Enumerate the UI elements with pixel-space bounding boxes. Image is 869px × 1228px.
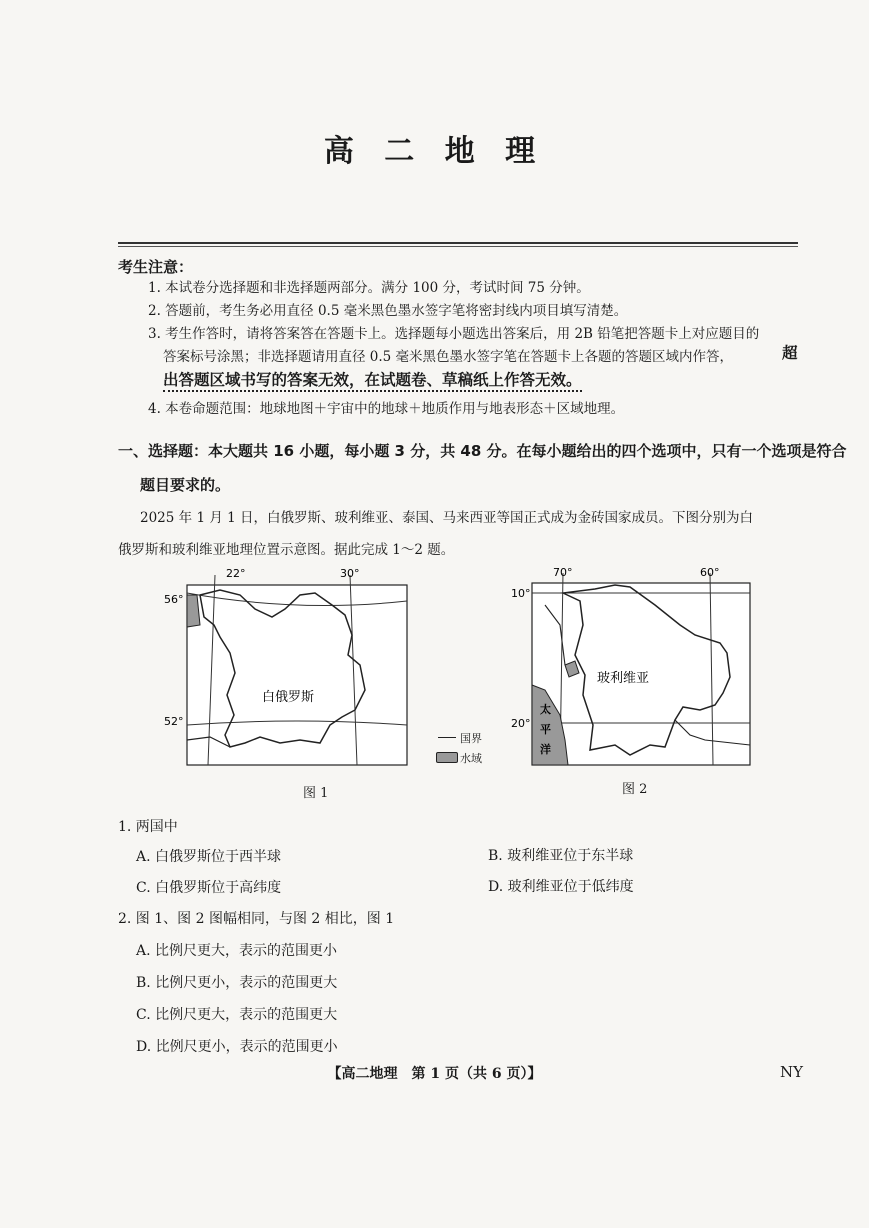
notice-heading: 考生注意： [118,258,194,276]
map1-lon-30: 30° [340,567,360,580]
page-footer: 【高二地理 第 1 页（共 6 页）】 [327,1066,542,1082]
question-1-option-d: D. 玻利维亚位于低纬度 [488,879,634,895]
map1-lat-56: 56° [164,593,184,606]
question-1-option-a: A. 白俄罗斯位于西半球 [136,849,282,865]
water-legend-icon [436,752,458,763]
map-legend [432,730,502,770]
notice-item-3-cont: 答案标号涂黑；非选择题请用直径 0.5 毫米黑色墨水签字笔在答题卡上各题的答题区域内作答， [163,349,734,365]
map2-lon-70: 70° [553,566,573,579]
notice-item-3: 3. 考生作答时，请将答案答在答题卡上。选择题每小题选出答案后，用 2B 铅笔把答题卡上对应题目的 [148,326,760,342]
map2-ocean-label-1: 太 [540,703,551,716]
map2-lat-10: 10° [511,587,531,600]
question-1-option-c: C. 白俄罗斯位于高纬度 [136,880,282,896]
legend-border-label: 国界 [460,732,482,745]
header-rule-thin [118,246,798,247]
intro-line-2: 俄罗斯和玻利维亚地理位置示意图。据此完成 1～2 题。 [118,542,455,558]
question-2-option-b: B. 比例尺更小，表示的范围更大 [136,975,338,991]
question-2-option-c: C. 比例尺更大，表示的范围更大 [136,1007,338,1023]
footer-code: NY [780,1063,804,1081]
notice-item-3-emph: 出答题区域书写的答案无效，在试题卷、草稿纸上作答无效。 [163,368,582,392]
notice-item-3-emph-start: 超 [782,344,798,362]
map-belarus [160,565,420,770]
section-heading-cont: 题目要求的。 [140,476,231,494]
map2-ocean-label-2: 平 [540,723,551,736]
question-1-stem: 1. 两国中 [118,819,178,835]
map1-lon-22: 22° [226,567,246,580]
notice-item-2: 2. 答题前，考生务必用直径 0.5 毫米黑色墨水签字笔将密封线内项目填写清楚。 [148,303,628,319]
notice-item-4: 4. 本卷命题范围：地球地图＋宇宙中的地球＋地质作用与地表形态＋区域地理。 [148,401,625,417]
map2-ocean-label-3: 洋 [540,743,551,756]
question-2-option-a: A. 比例尺更大，表示的范围更小 [136,943,338,959]
question-1-option-b: B. 玻利维亚位于东半球 [488,848,634,864]
map2-lon-60: 60° [700,566,720,579]
map2-lat-20: 20° [511,717,531,730]
intro-line-1: 2025 年 1 月 1 日，白俄罗斯、玻利维亚、泰国、马来西亚等国正式成为金砖国家成员。下图分别为白 [140,510,753,526]
figure2-caption: 图 2 [622,782,648,797]
header-rule [118,242,798,244]
question-2-stem: 2. 图 1、图 2 图幅相同，与图 2 相比，图 1 [118,911,395,927]
border-legend-icon [438,737,456,738]
section-heading: 一、选择题：本大题共 16 小题，每小题 3 分，共 48 分。在每小题给出的四个选项中，只有一个选项是符合 [118,442,847,460]
question-2-option-d: D. 比例尺更小，表示的范围更小 [136,1039,338,1055]
exam-title: 高 二 地 理 [323,134,546,169]
map1-lat-52: 52° [164,715,184,728]
map-bolivia [505,565,760,770]
map2-country-label: 玻利维亚 [597,671,650,686]
map1-country-label: 白俄罗斯 [262,690,315,705]
notice-item-1: 1. 本试卷分选择题和非选择题两部分。满分 100 分，考试时间 75 分钟。 [148,280,590,296]
figure1-caption: 图 1 [303,786,329,801]
legend-water-label: 水域 [460,752,482,765]
